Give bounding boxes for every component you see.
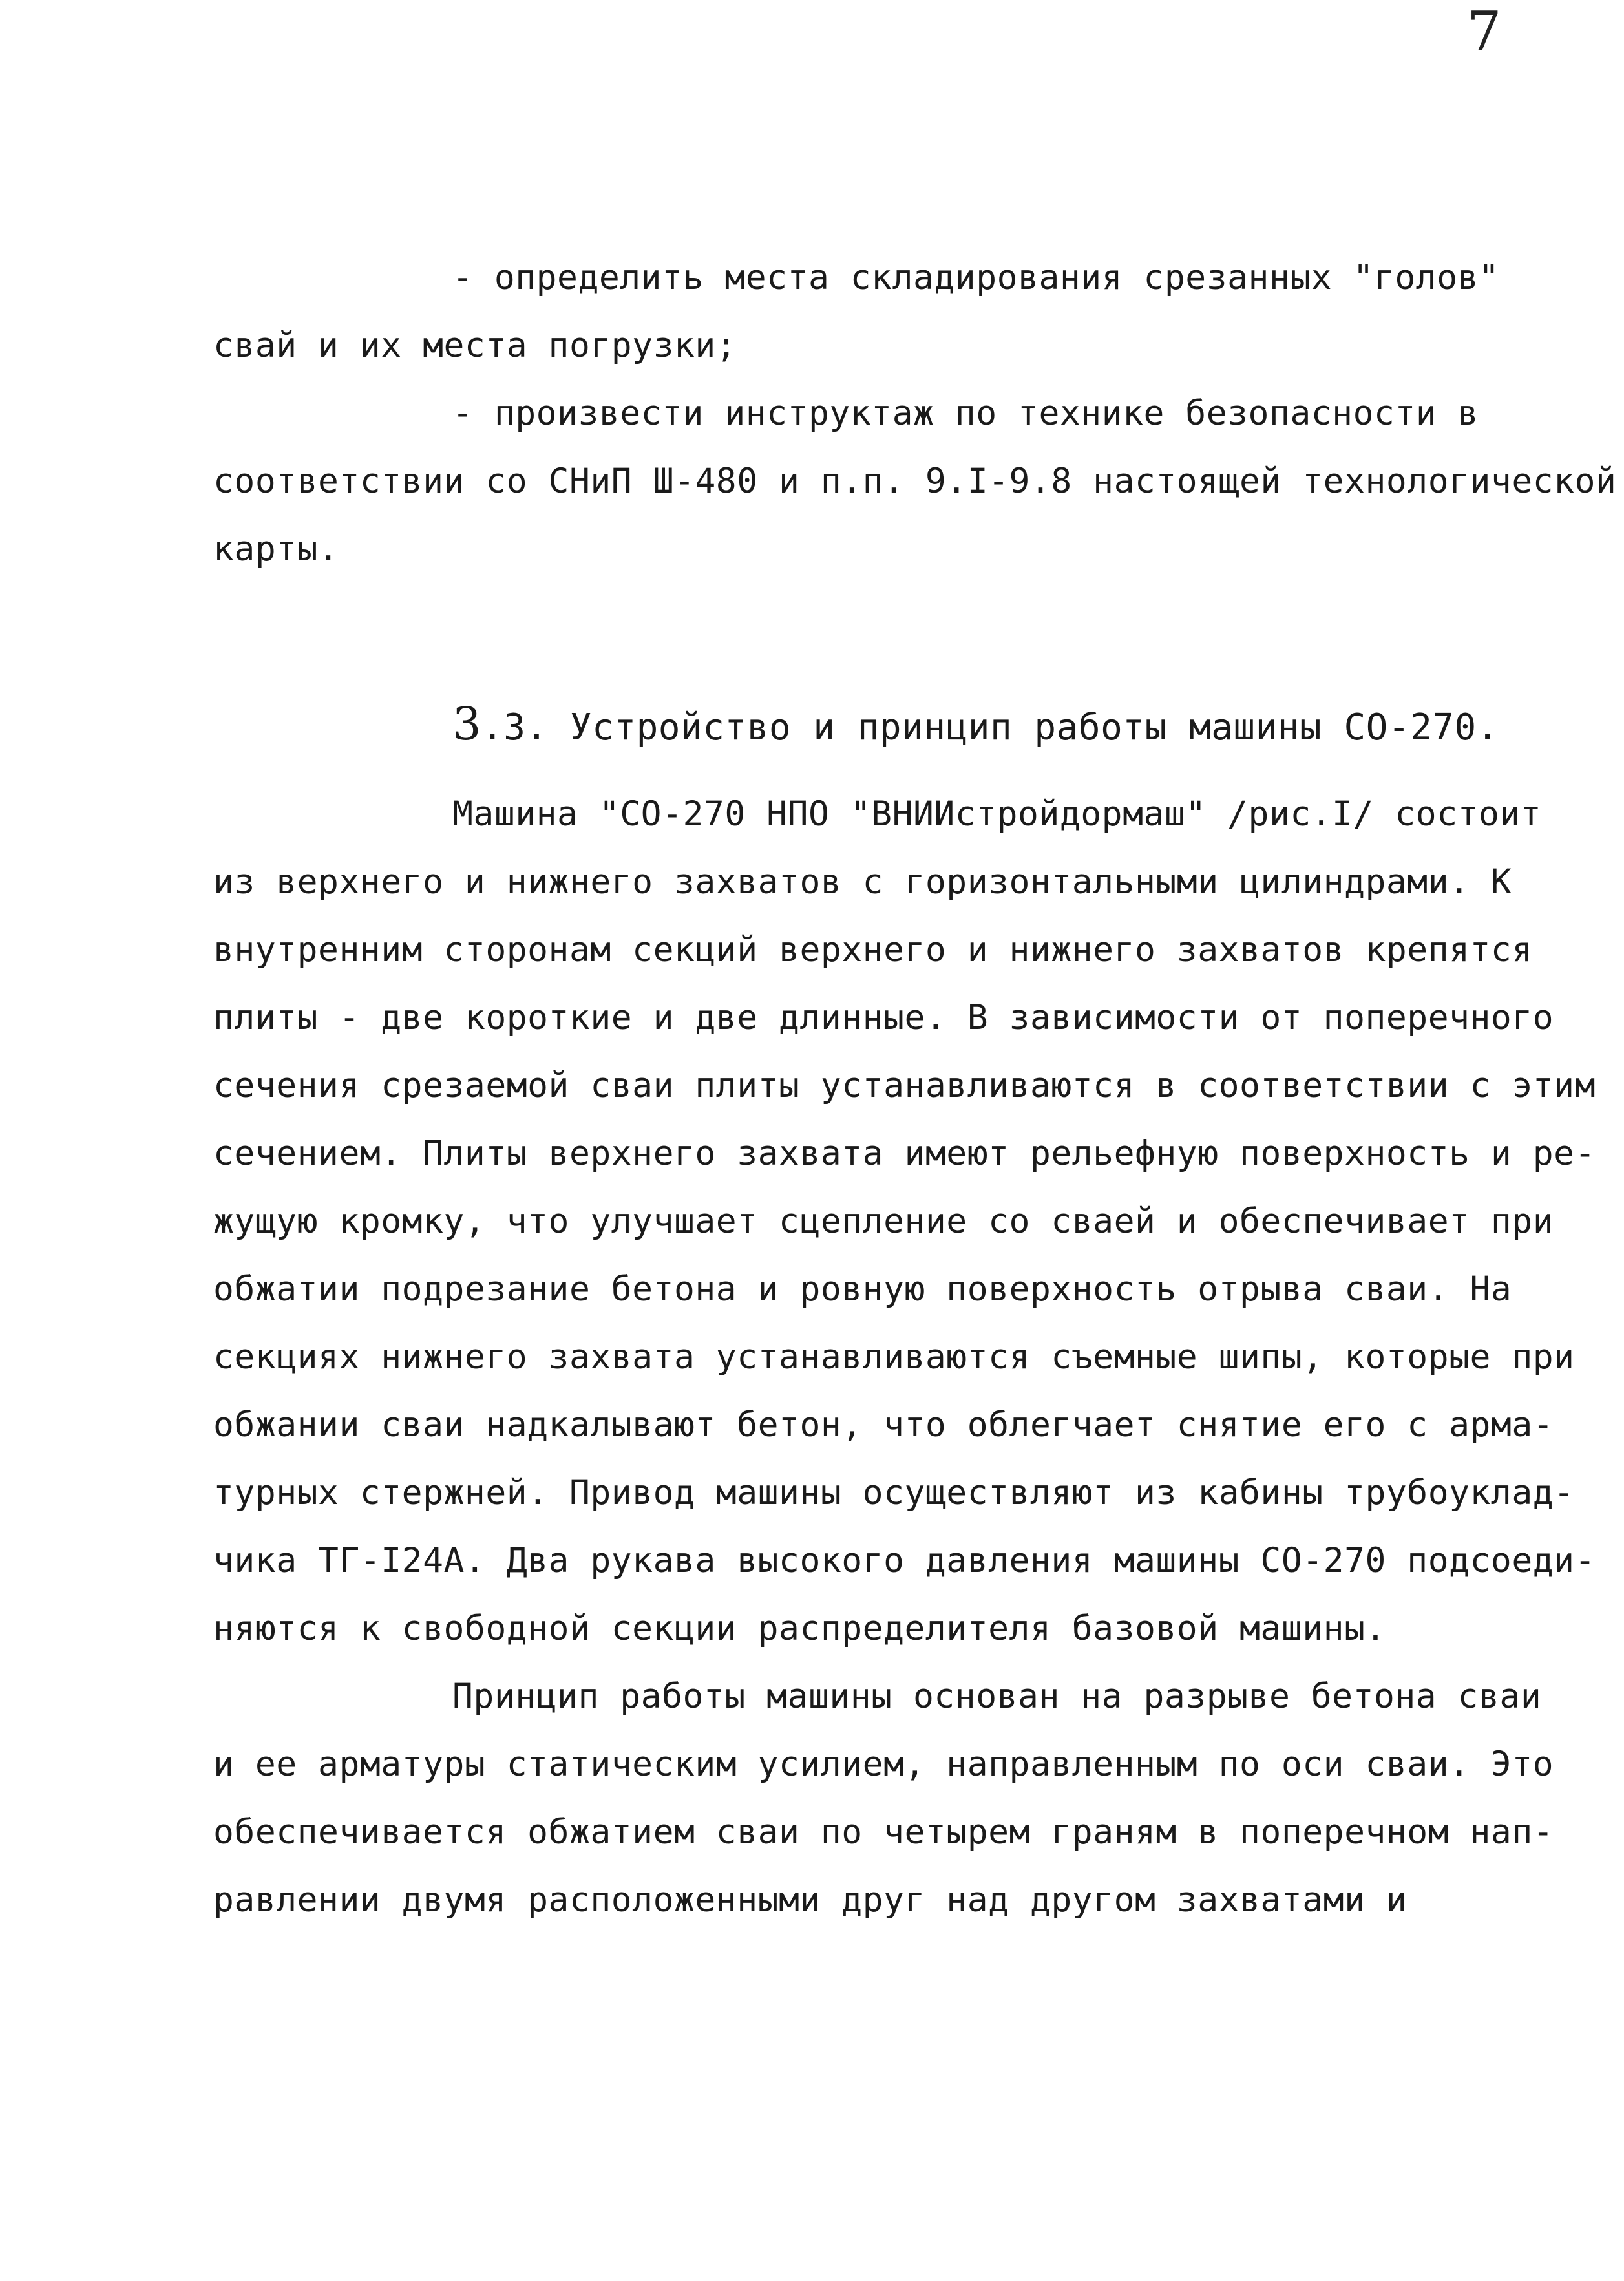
list-item-line: соответствии со СНиП Ш-480 и п.п. 9.I-9.8 настоящей технологической: [213, 462, 1617, 501]
paragraph-line: турных стержней. Привод машины осуществляют из кабины трубоуклад-: [213, 1473, 1575, 1512]
paragraph-line: обжатии подрезание бетона и ровную поверхность отрыва сваи. На: [213, 1269, 1512, 1309]
paragraph-line: сечения срезаемой сваи плиты устанавливаются в соответствии с этим: [213, 1066, 1596, 1105]
paragraph-line: внутренним сторонам секций верхнего и нижнего захватов крепятся: [213, 930, 1533, 970]
paragraph-line: Машина "СО-270 НПО "ВНИИстройдормаш" /рис.I/ состоит: [452, 794, 1542, 834]
paragraph-line: чика ТГ-I24А. Два рукава высокого давления машины СО-270 подсоеди-: [213, 1541, 1596, 1580]
paragraph-line: няются к свободной секции распределителя базовой машины.: [213, 1609, 1386, 1648]
page-number: 7: [1467, 0, 1502, 63]
list-item-line: свай и их места погрузки;: [213, 326, 737, 365]
section-heading: [452, 697, 1499, 750]
paragraph-line: плиты - две короткие и две длинные. В зависимости от поперечного: [213, 998, 1554, 1037]
section-title: Устройство и принцип работы машины СО-270.: [569, 706, 1499, 748]
section-number-rest: .3.: [481, 706, 548, 748]
paragraph-line: равлении двумя расположенными друг над другом захватами и: [213, 1880, 1408, 1920]
list-item-line: карты.: [213, 529, 339, 569]
section-number-major: 3: [452, 697, 482, 750]
paragraph-line: и ее арматуры статическим усилием, направленным по оси сваи. Это: [213, 1745, 1554, 1784]
list-item-line: - произвести инструктаж по технике безопасности в: [452, 394, 1479, 433]
paragraph-line: сечением. Плиты верхнего захвата имеют рельефную поверхность и ре-: [213, 1134, 1596, 1173]
paragraph-line: Принцип работы машины основан на разрыве бетона сваи: [452, 1677, 1542, 1716]
paragraph-line: обеспечивается обжатием сваи по четырем граням в поперечном нап-: [213, 1812, 1554, 1852]
paragraph-line: обжании сваи надкалывают бетон, что облегчает снятие его с арма-: [213, 1405, 1554, 1445]
paragraph-line: из верхнего и нижнего захватов с горизонтальными цилиндрами. К: [213, 862, 1512, 902]
list-item-line: - определить места складирования срезанных "голов": [452, 258, 1500, 297]
paragraph-line: жущую кромку, что улучшает сцепление со сваей и обеспечивает при: [213, 1202, 1554, 1241]
paragraph-line: секциях нижнего захвата устанавливаются съемные шипы, которые при: [213, 1337, 1575, 1377]
